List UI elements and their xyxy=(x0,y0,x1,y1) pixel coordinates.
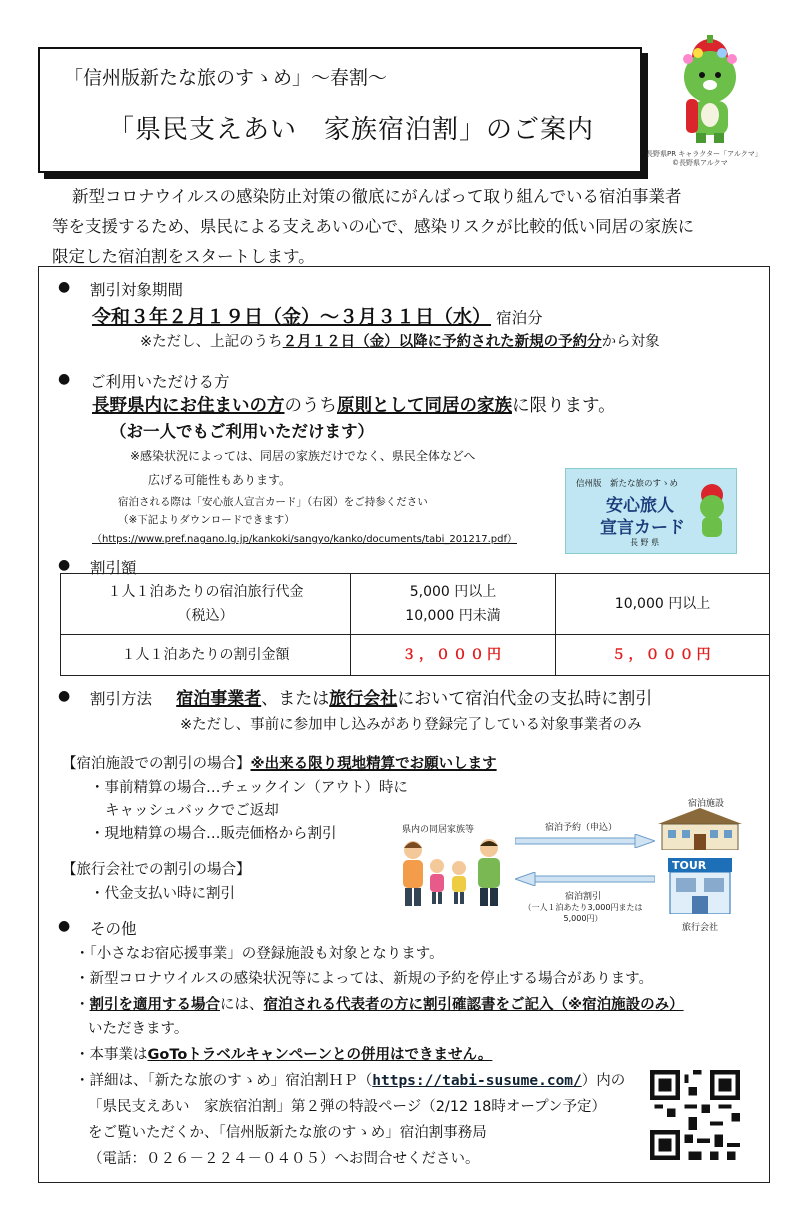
campaign-subtitle: 「信州版新たな旅のすゝめ」～春割～ xyxy=(64,67,388,89)
price-range-low: 5,000 円以上 xyxy=(409,584,497,600)
diagram-family-label: 県内の同居家族等 xyxy=(402,825,475,835)
hotel-heading-row xyxy=(62,752,497,773)
method-hotel: 宿泊事業者 xyxy=(176,689,262,709)
tabi-susume-link[interactable]: https://tabi-susume.com/ xyxy=(372,1073,582,1089)
eligible-family: 原則として同居の家族 xyxy=(337,396,512,416)
other-item-3: ・割引を適用する場合には、宿泊される代表者の方に割引確認書をご記入（※宿泊施設のみ） xyxy=(75,997,684,1013)
eligible-limit: に限ります。 xyxy=(512,396,616,416)
mascot-caption-line: 長野県PR キャラクター「アルクマ」 xyxy=(646,150,762,158)
method-row xyxy=(90,684,652,709)
price-range-high: 10,000 円未満 xyxy=(405,608,501,624)
price-label: １人１泊あたりの宿泊旅行代金 xyxy=(107,584,304,600)
diagram-agency-label: 旅行会社 xyxy=(682,923,719,933)
diagram-tour-sign: TOUR xyxy=(672,859,707,872)
period-stay: 宿泊分 xyxy=(496,309,543,327)
mascot-copyright: ©長野県アルクマ xyxy=(672,159,728,167)
qr-code-icon[interactable] xyxy=(650,1070,740,1160)
table-row xyxy=(61,574,770,635)
other-heading: その他 xyxy=(90,920,137,938)
other-item-1: ・「小さなお宿応援事業」の登録施設も対象となります。 xyxy=(75,946,444,962)
other-item-4 xyxy=(75,1043,492,1064)
eligible-main xyxy=(92,392,616,417)
method-note: ※ただし、事前に参加申し込みがあり登録完了している対象事業者のみ xyxy=(180,717,642,733)
eligible-note-2: 広げる可能性もあります。 xyxy=(148,473,292,487)
eligible-note-1: ※感染状況によっては、同居の家族だけでなく、県民全体などへ xyxy=(130,449,476,463)
other-item-3-a: 割引を適用する場合 xyxy=(89,997,220,1013)
hotel-emphasis: ※出来る限り現地精算でお願いします xyxy=(250,756,497,772)
other-item-4-a: ・本事業は xyxy=(75,1047,148,1063)
discount-heading: 割引額 xyxy=(90,559,137,577)
price-label-tax: （税込） xyxy=(177,608,234,624)
table-row xyxy=(61,635,770,676)
diagram-discount-note-1: （一人１泊あたり3,000円または xyxy=(523,903,643,912)
method-agency: 旅行会社 xyxy=(329,689,398,709)
filled-circle-icon: ● xyxy=(58,688,71,704)
method-desc: において宿泊代金の支払時に割引 xyxy=(397,689,653,709)
other-item-5-line2: 「県民支えあい 家族宿泊割」第２弾の特設ページ（2/12 18時オープン予定） xyxy=(88,1099,607,1115)
mascot-caption xyxy=(646,150,762,168)
filled-circle-icon: ● xyxy=(58,557,71,573)
filled-circle-icon: ● xyxy=(58,371,71,387)
period-note-emph: ２月１２日（金）以降に予約された新規の予約分 xyxy=(282,334,602,350)
discount-amount-label: １人１泊あたりの割引金額 xyxy=(61,635,351,676)
method-or: 、または xyxy=(261,689,330,709)
safety-card-image xyxy=(565,468,737,554)
diagram-discount-note xyxy=(523,902,643,924)
discount-3000: ３，０００円 xyxy=(351,635,556,676)
eligible-conj: のうち xyxy=(284,396,337,416)
period-dates: 令和３年２月１９日（金）～３月３１日（水） xyxy=(92,306,492,328)
card-line-2: 宣言カード xyxy=(600,518,685,538)
other-item-5-line4: （電話：０２６－２２４－０４０５）へお問合せください。 xyxy=(88,1151,480,1167)
intro-line: 等を支援するため、県民による支えあいの心で、感染リスクが比較的低い同居の家族に xyxy=(52,217,695,236)
agency-item: ・代金支払い時に割引 xyxy=(90,886,235,902)
eligible-note-4: （※下記よりダウンロードできます） xyxy=(118,514,295,526)
card-download-link[interactable]: （https://www.pref.nagano.lg.jp/kankoki/sangyo/kanko/documents/tabi_201217.pdf） xyxy=(92,534,517,545)
diagram-reserve-label: 宿泊予約（申込） xyxy=(545,823,618,833)
arukuma-mascot-icon xyxy=(660,35,760,145)
page-title: 「県民支えあい 家族宿泊割」のご案内 xyxy=(108,115,595,145)
intro-line: 限定した宿泊割をスタートします。 xyxy=(52,247,315,266)
other-item-3-b: には、 xyxy=(220,997,264,1013)
agency-heading: 【旅行会社での割引の場合】 xyxy=(62,862,251,878)
period-note xyxy=(140,330,660,351)
price-over-10000: 10,000 円以上 xyxy=(556,574,770,635)
card-line-1: 安心旅人 xyxy=(606,496,674,516)
hotel-item-1b: キャッシュバックでご返却 xyxy=(105,803,279,819)
card-mascot-icon xyxy=(694,483,730,539)
family-illustration-icon xyxy=(395,838,513,908)
period-heading: 割引対象期間 xyxy=(90,281,184,299)
other-item-3-c: 宿泊される代表者の方に割引確認書をご記入（※宿泊施設のみ） xyxy=(263,997,684,1013)
period-note-pre: ※ただし、上記のうち xyxy=(140,334,283,350)
hotel-item-1: ・事前精算の場合…チェックイン（アウト）時に xyxy=(90,780,408,796)
period-dates-row xyxy=(92,302,543,329)
filled-circle-icon: ● xyxy=(58,918,71,934)
diagram-discount-note-2: 5,000円） xyxy=(563,914,603,923)
eligible-note-3: 宿泊される際は「安心旅人宣言カード」（右図）をご持参ください xyxy=(118,496,428,508)
discount-table xyxy=(60,573,770,676)
intro-paragraph xyxy=(52,182,762,272)
other-item-5-b: ）内の xyxy=(581,1073,626,1089)
hotel-heading: 【宿泊施設での割引の場合】 xyxy=(62,756,251,772)
other-item-3-d: いただきます。 xyxy=(88,1021,189,1037)
period-note-post: から対象 xyxy=(601,334,660,350)
hotel-item-2: ・現地精算の場合…販売価格から割引 xyxy=(90,826,337,842)
eligible-single-ok: （お一人でもご利用いただけます） xyxy=(110,422,374,441)
other-item-5-line3: をご覧いただくか、「信州版新たな旅のすゝめ」宿泊割事務局 xyxy=(88,1125,487,1141)
eligible-heading: ご利用いただける方 xyxy=(90,373,230,391)
method-heading: 割引方法 xyxy=(90,690,153,708)
hotel-building-icon xyxy=(658,808,742,850)
filled-circle-icon: ● xyxy=(58,279,71,295)
diagram-hotel-label: 宿泊施設 xyxy=(688,799,725,809)
arrow-right-icon xyxy=(515,834,655,848)
other-item-4-b: GoToトラベルキャンペーンとの併用はできません。 xyxy=(147,1047,493,1063)
card-pref: 長 野 県 xyxy=(630,538,660,547)
arrow-left-icon xyxy=(515,872,655,886)
eligible-resident: 長野県内にお住まいの方 xyxy=(92,396,285,416)
other-item-5-a: ・詳細は、「新たな旅のすゝめ」宿泊割ＨＰ（ xyxy=(75,1073,373,1089)
discount-5000: ５，０００円 xyxy=(556,635,770,676)
other-item-5 xyxy=(75,1069,625,1090)
card-top-text: 信州版 新たな旅のすゝめ xyxy=(576,479,679,489)
other-item-2: ・新型コロナウイルスの感染状況等によっては、新規の予約を停止する場合があります。 xyxy=(75,971,653,987)
table-cell xyxy=(351,574,556,635)
intro-line: 新型コロナウイルスの感染防止対策の徹底にがんばって取り組んでいる宿泊事業者 xyxy=(72,187,682,206)
title-box xyxy=(38,47,642,173)
diagram-discount-label: 宿泊割引 xyxy=(565,892,602,902)
table-cell xyxy=(61,574,351,635)
